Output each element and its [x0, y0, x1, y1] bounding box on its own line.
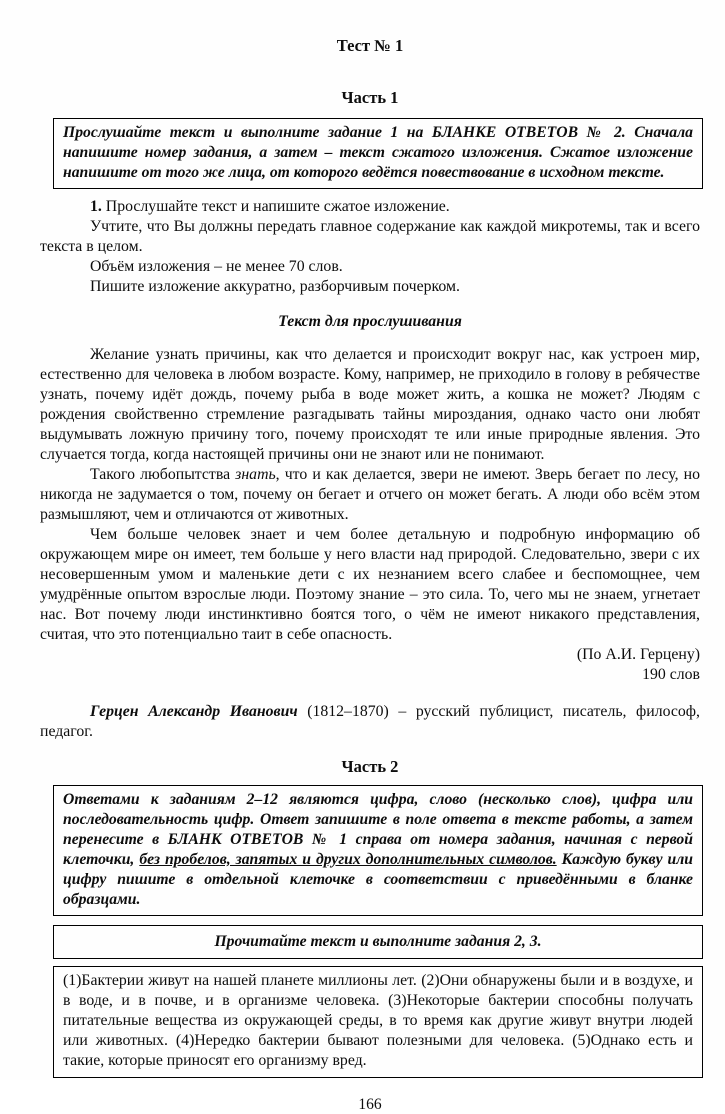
page-number: 166 — [358, 1096, 382, 1113]
part1-instruction-box — [53, 118, 703, 189]
task1-line4: Пишите изложение аккуратно, разборчивым почерком. — [90, 278, 460, 295]
listening-para-3: Чем больше человек знает и чем более детальную и подробную информацию об окружающем мире он имеет, тем больше у него власти над природой. Следовательно, звери с их несовершенным умом и маленькие дети с их незнанием всего слабее и беспомощнее, чем умудрённые опытом взрослые люди. Поэтому знание – это сила. То, чего мы не знаем, угнетает нас. Вот почему люди инстинктивно боятся того, о чём не имеют никакого представления, считая, что это потенциально таит в себе опасность. — [40, 526, 700, 643]
author-bio-name: Герцен Александр Иванович — [90, 703, 298, 720]
task1-line1-text: Прослушайте текст и напишите сжатое изложение. — [101, 198, 450, 215]
read-task-box — [53, 925, 703, 959]
part1-instruction-text: Прослушайте текст и выполните задание 1 на БЛАНКЕ ОТВЕТОВ № 2. Сначала напишите номер задания, а затем – текст сжатого изложения. Сжатое изложение напишите от того же лица, от которого ведётся повествование в исходном тексте. — [63, 124, 693, 181]
task1-line1 — [40, 197, 700, 217]
reading-text-box — [53, 966, 703, 1078]
text-attribution: (По А.И. Герцену) — [576, 646, 700, 663]
part1-heading: Часть 1 — [341, 88, 399, 107]
text-word-count: 190 слов — [642, 666, 700, 683]
listening-text-block — [40, 345, 700, 685]
listening-para-2 — [40, 465, 700, 525]
listening-para-2-emphasis: знать — [235, 466, 276, 483]
listening-text-heading: Текст для прослушивания — [278, 313, 462, 330]
reading-text: (1)Бактерии живут на нашей планете миллионы лет. (2)Они обнаружены были и в воздухе, и в воде, и в почве, и в организме человека. (3)Некоторые бактерии способны получать питательные вещества из окружающей среды, в то время как другие живут внутри людей или животных. (4)Нередко бактерии бывают полезными для человека. (5)Однако есть и такие, которые приносят его организму вред. — [63, 972, 693, 1069]
listening-para-2-start: Такого любопытства — [90, 466, 236, 483]
part2-instruction-text — [63, 790, 693, 910]
read-task-text: Прочитайте текст и выполните задания 2, 3. — [214, 933, 542, 950]
task1-block — [40, 197, 700, 297]
part2-instruction-underlined: без пробелов, запятых и других дополнительных символов. — [139, 851, 557, 868]
part2-instruction-seg3: Каждую букву или цифру пишите в отдельной клеточке в соответствии с приведёнными в бланке образцами. — [63, 851, 693, 908]
part2-heading: Часть 2 — [341, 757, 399, 776]
listening-para-2-end: , что и как делается, звери не имеют. Зверь бегает по лесу, но никогда не задумается о том, почему он бегает и отчего он может бегать. А люди обо всём этом размышляют, чем и отличаются от животных. — [40, 466, 700, 523]
author-bio — [40, 702, 700, 742]
test-title: Тест № 1 — [336, 36, 404, 55]
task1-line3: Объём изложения – не менее 70 слов. — [90, 258, 343, 275]
task1-number: 1. — [90, 198, 102, 215]
part2-instruction-seg1: Ответами к заданиям 2–12 являются цифра, слово (несколько слов), цифра или последовательность цифр. Ответ запишите в поле ответа в тексте работы, а затем перенесите в БЛАНК ОТВЕТОВ № 1 справа от номера задания, начиная с первой клеточки, — [63, 791, 693, 868]
task1-line2: Учтите, что Вы должны передать главное содержание как каждой микротемы, так и всего текста в целом. — [40, 218, 700, 255]
listening-para-1: Желание узнать причины, как что делается и происходит вокруг нас, как устроен мир, естественно для человека в любом возрасте. Кому, например, не приходило в голову в ребячестве узнать, почему идёт дождь, почему рыба в воде может жить, а кошка не может? Людям с рождения свойственно стремление разгадывать тайны мироздания, однако часто они любят выдумывать ложную причину того, почему происходят те или иные природные явления. Это случается тогда, когда настоящей причины они не знают или не понимают. — [40, 346, 700, 463]
part2-instruction-box — [53, 785, 703, 916]
author-bio-rest: (1812–1870) – русский публицист, писатель, философ, педагог. — [40, 703, 700, 740]
